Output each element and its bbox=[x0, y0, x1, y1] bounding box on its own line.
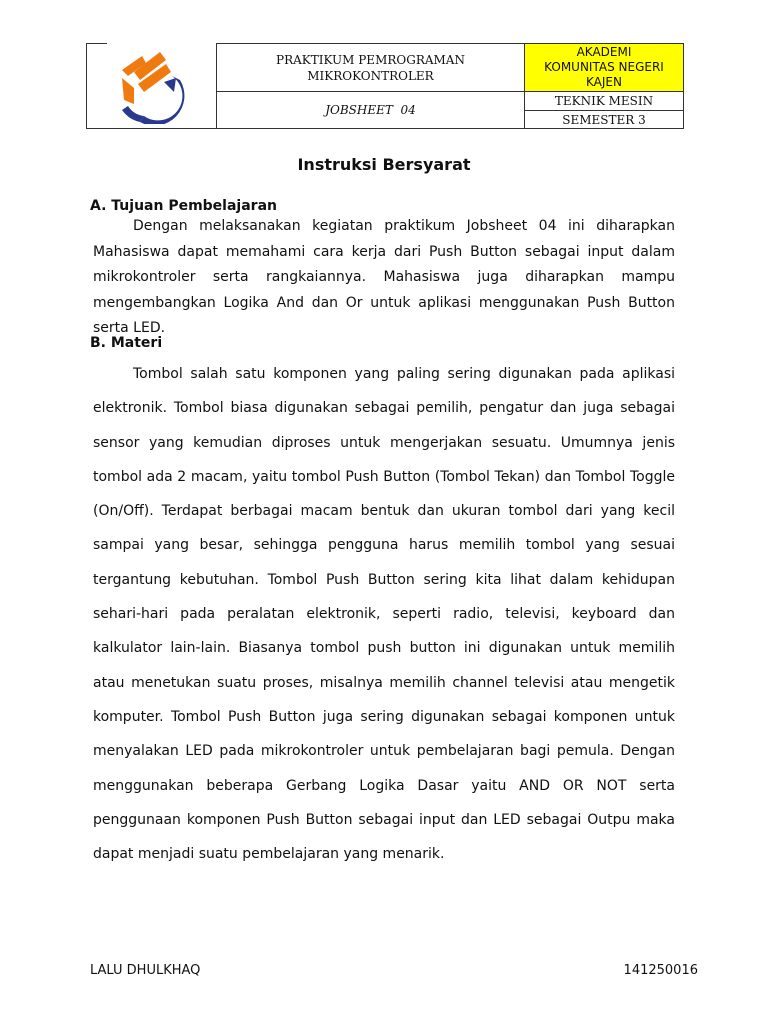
section-a-paragraph bbox=[93, 214, 675, 342]
institution-line3: KAJEN bbox=[586, 75, 622, 89]
department-label: TEKNIK MESIN bbox=[554, 94, 654, 108]
header-table bbox=[86, 43, 684, 129]
department-cell bbox=[525, 92, 684, 111]
footer-student-id: 141250016 bbox=[623, 963, 698, 978]
course-title-line1: PRAKTIKUM PEMROGRAMAN bbox=[276, 52, 465, 67]
section-b-text: Tombol salah satu komponen yang paling sering digunakan pada aplikasi elektronik. Tombol biasa digunakan sebagai pemilih, pengatur dan juga sebagai sensor yang kemudian diproses untuk mengerjakan sesuatu. Umumnya jenis tombol ada 2 macam, yaitu tombol Push Button (Tombol Tekan) dan Tombol Toggle (On/Off). Terdapat berbagai macam bentuk dan ukuran tombol dari yang kecil sampai yang besar, sehingga pengguna harus memilih tombol yang sesuai tergantung kebutuhan. Tombol Push Button sering kita lihat dalam kehidupan sehari-hari pada peralatan elektronik, seperti radio, televisi, keyboard dan kalkulator lain-lain. Biasanya tombol push button ini digunakan untuk memilih atau menetukan suatu proses, misalnya memilih channel televisi atau mengetik komputer. Tombol Push Button juga sering digunakan sebagai komponen untuk menyalakan LED pada mikrokontroler untuk pembelajaran bagi pemula. Dengan menggunakan beberapa Gerbang Logika Dasar yaitu AND OR NOT serta penggunaan komponen Push Button sebagai input dan LED sebagai Outpu maka dapat menjadi suatu pembelajaran yang menarik. bbox=[93, 366, 675, 863]
logo-cell bbox=[86, 43, 216, 129]
semester-cell bbox=[525, 111, 684, 129]
institution-line2: KOMUNITAS NEGERI bbox=[544, 60, 664, 74]
institution-cell bbox=[525, 43, 684, 92]
semester-label: SEMESTER 3 bbox=[562, 112, 646, 127]
jobsheet-cell bbox=[216, 92, 525, 129]
jobsheet-label: JOBSHEET 04 bbox=[325, 103, 416, 117]
section-a-heading: A. Tujuan Pembelajaran bbox=[90, 198, 277, 214]
document-title: Instruksi Bersyarat bbox=[297, 155, 471, 174]
section-b-heading: B. Materi bbox=[90, 335, 163, 351]
footer-author: LALU DHULKHAQ bbox=[90, 963, 201, 978]
section-b-paragraph bbox=[93, 357, 675, 871]
course-title-cell bbox=[216, 43, 525, 92]
campus-logo-icon bbox=[114, 48, 190, 124]
institution-line1: AKADEMI bbox=[576, 45, 632, 59]
course-title-line2: MIKROKONTROLER bbox=[307, 68, 434, 83]
section-a-text: Dengan melaksanakan kegiatan praktikum Jobsheet 04 ini diharapkan Mahasiswa dapat memahami cara kerja dari Push Button sebagai input dalam mikrokontroler serta rangkaiannya. Mahasiswa juga diharapkan mampu mengembangkan Logika And dan Or untuk aplikasi menggunakan Push Button serta LED. bbox=[93, 218, 675, 336]
